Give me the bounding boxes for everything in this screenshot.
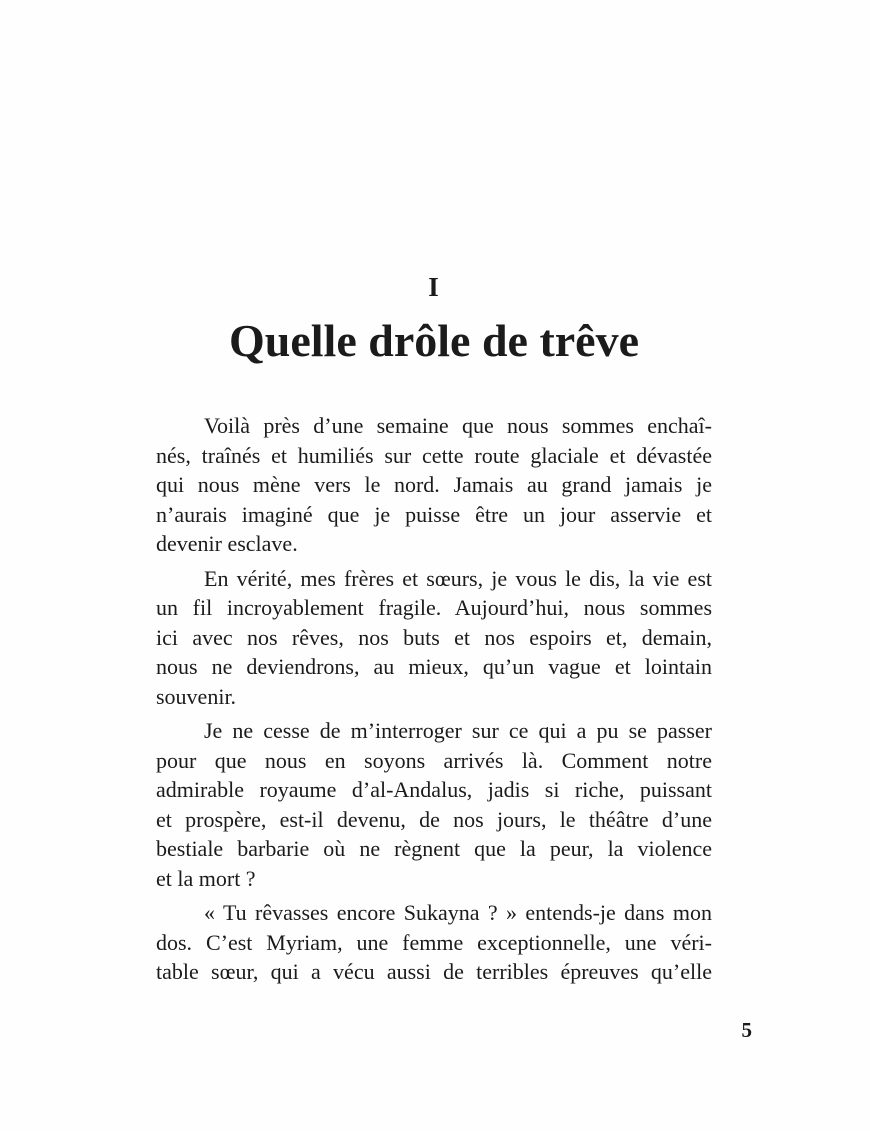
- paragraph: [156, 564, 712, 712]
- text-line: Je ne cesse de m’interroger sur ce qui a pu se passer: [204, 718, 712, 743]
- text-line: dos. C’est Myriam, une femme exceptionnelle, une véri-: [156, 929, 712, 955]
- text-block: [156, 411, 712, 987]
- text-line: souvenir.: [156, 683, 237, 709]
- text-line: En vérité, mes frères et sœurs, je vous le dis, la vie est: [204, 565, 712, 591]
- text-line: nous ne deviendrons, au mieux, qu’un vague et lointain: [156, 654, 712, 679]
- text-line: admirable royaume d’al-Andalus, jadis si riche, puissant: [156, 777, 712, 802]
- paragraph: [156, 411, 712, 559]
- text-line: pour que nous en soyons arrivés là. Comment notre: [156, 747, 712, 773]
- chapter-title: Quelle drôle de trêve: [228, 315, 640, 366]
- text-line: Voilà près d’une semaine que nous sommes enchaî-: [204, 413, 712, 438]
- text-line: devenir esclave.: [156, 531, 298, 556]
- text-line: « Tu rêvasses encore Sukayna ? » entends-je dans mon: [204, 900, 712, 925]
- text-line: un fil incroyablement fragile. Aujourd’hui, nous sommes: [156, 595, 712, 620]
- text-line: qui nous mène vers le nord. Jamais au grand jamais je: [156, 472, 712, 497]
- text-line: nés, traînés et humiliés sur cette route glaciale et dévastée: [156, 442, 712, 468]
- paragraph: [156, 898, 712, 987]
- text-line: ici avec nos rêves, nos buts et nos espoirs et, demain,: [156, 624, 712, 650]
- text-line: table sœur, qui a vécu aussi de terribles épreuves qu’elle: [156, 959, 712, 984]
- chapter-number: I: [428, 272, 440, 302]
- text-line: bestiale barbarie où ne règnent que la peur, la violence: [156, 836, 712, 861]
- page-number: 5: [741, 1018, 752, 1042]
- paragraph: [156, 716, 712, 893]
- text-line: et prospère, est-il devenu, de nos jours, le théâtre d’une: [156, 806, 712, 832]
- text-line: et la mort ?: [156, 865, 256, 891]
- text-line: n’aurais imaginé que je puisse être un jour asservie et: [156, 501, 712, 527]
